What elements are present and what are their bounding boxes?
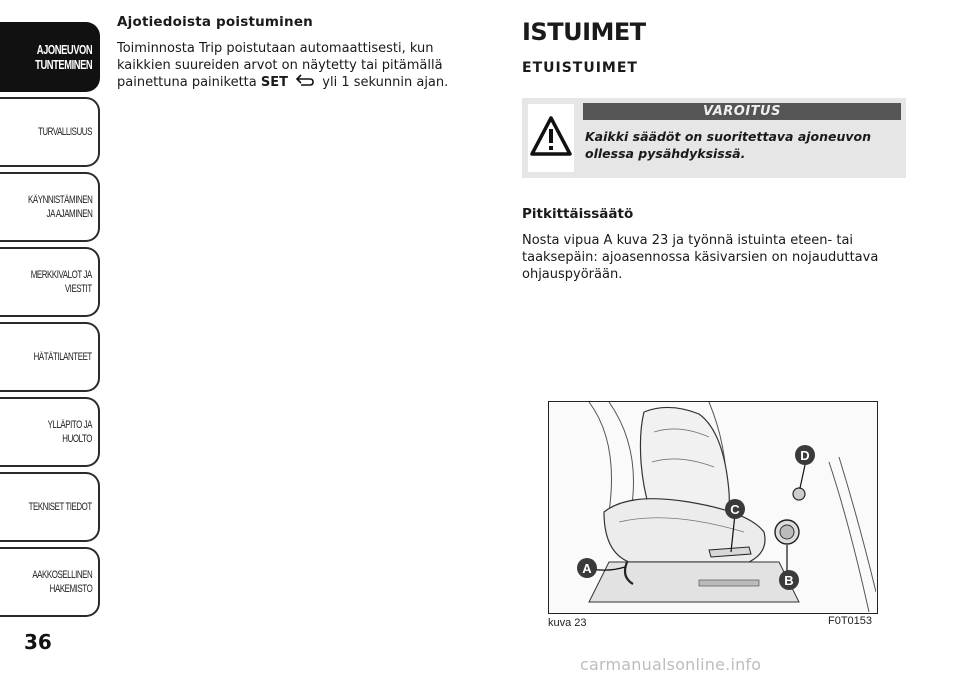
set-button-label: SET bbox=[260, 75, 289, 90]
section-title: ETUISTUIMET bbox=[522, 60, 638, 76]
instruction-paragraph: Nosta vipua A kuva 23 ja työnnä istuinta eteen- tai taaksepäin: ajoasennossa käsivarsien on nojauduttava ohjauspyörään. bbox=[522, 233, 879, 282]
tab-label: TEKNISET TIEDOT bbox=[28, 501, 92, 513]
tab-kaynnistaminen[interactable] bbox=[0, 172, 100, 242]
tab-label: HÄTÄTILANTEET bbox=[33, 351, 92, 363]
callout-c bbox=[725, 499, 745, 519]
tab-tekniset-tiedot[interactable] bbox=[0, 472, 100, 542]
callout-d-label: D bbox=[800, 448, 810, 463]
page-title: ISTUIMET bbox=[522, 18, 646, 46]
subsection-heading: Pitkittäissäätö bbox=[522, 206, 634, 222]
seat-illustration bbox=[549, 402, 876, 612]
callout-a bbox=[577, 558, 597, 578]
figure-code: F0T0153 bbox=[828, 615, 873, 627]
paragraph-text-end: yli 1 sekunnin ajan. bbox=[322, 75, 449, 90]
tab-hatatilanteet[interactable] bbox=[0, 322, 100, 392]
callout-a-label: A bbox=[582, 561, 592, 576]
tab-hakemisto[interactable] bbox=[0, 547, 100, 617]
chapter-tabs bbox=[0, 22, 100, 622]
warning-box bbox=[522, 98, 906, 178]
tab-label: MERKKIVALOT JA VIESTIT bbox=[30, 269, 92, 295]
figure-caption: kuva 23 bbox=[548, 617, 587, 629]
callout-d bbox=[795, 445, 815, 465]
tab-ajoneuvon-tunteminen[interactable] bbox=[0, 22, 100, 92]
return-arrow-icon bbox=[295, 74, 315, 91]
page-number: 36 bbox=[24, 630, 52, 654]
tab-merkkivalot[interactable] bbox=[0, 247, 100, 317]
tab-label: KÄYNNISTÄMINEN JA AJAMINEN bbox=[27, 194, 92, 220]
warning-label: VAROITUS bbox=[583, 103, 901, 120]
callout-b-label: B bbox=[784, 573, 794, 588]
tab-label: TURVALLISUUS bbox=[38, 126, 92, 138]
left-column bbox=[117, 14, 477, 91]
body-paragraph bbox=[117, 40, 477, 91]
tab-label: YLLÄPITO JA HUOLTO bbox=[47, 419, 92, 445]
paragraph-text: Toiminnosta Trip poistutaan automaattisesti, kun kaikkien suureiden arvot on näytetty tai pitämällä painettuna painiketta bbox=[117, 41, 443, 90]
warning-triangle-icon bbox=[522, 98, 580, 178]
tab-yllapito[interactable] bbox=[0, 397, 100, 467]
callout-c-label: C bbox=[730, 502, 740, 517]
warning-text: Kaikki säädöt on suoritettava ajoneuvon ollessa pysähdyksissä. bbox=[585, 129, 872, 161]
tab-turvallisuus[interactable] bbox=[0, 97, 100, 167]
seat-figure bbox=[548, 401, 878, 614]
tab-label: AJONEUVON TUNTEMINEN bbox=[34, 42, 92, 72]
section-heading: Ajotiedoista poistuminen bbox=[117, 14, 313, 30]
right-column bbox=[522, 14, 906, 283]
watermark: carmanualsonline.info bbox=[580, 655, 762, 674]
callout-b bbox=[779, 570, 799, 590]
tab-label: AAKKOSELLINEN HAKEMISTO bbox=[32, 569, 92, 595]
